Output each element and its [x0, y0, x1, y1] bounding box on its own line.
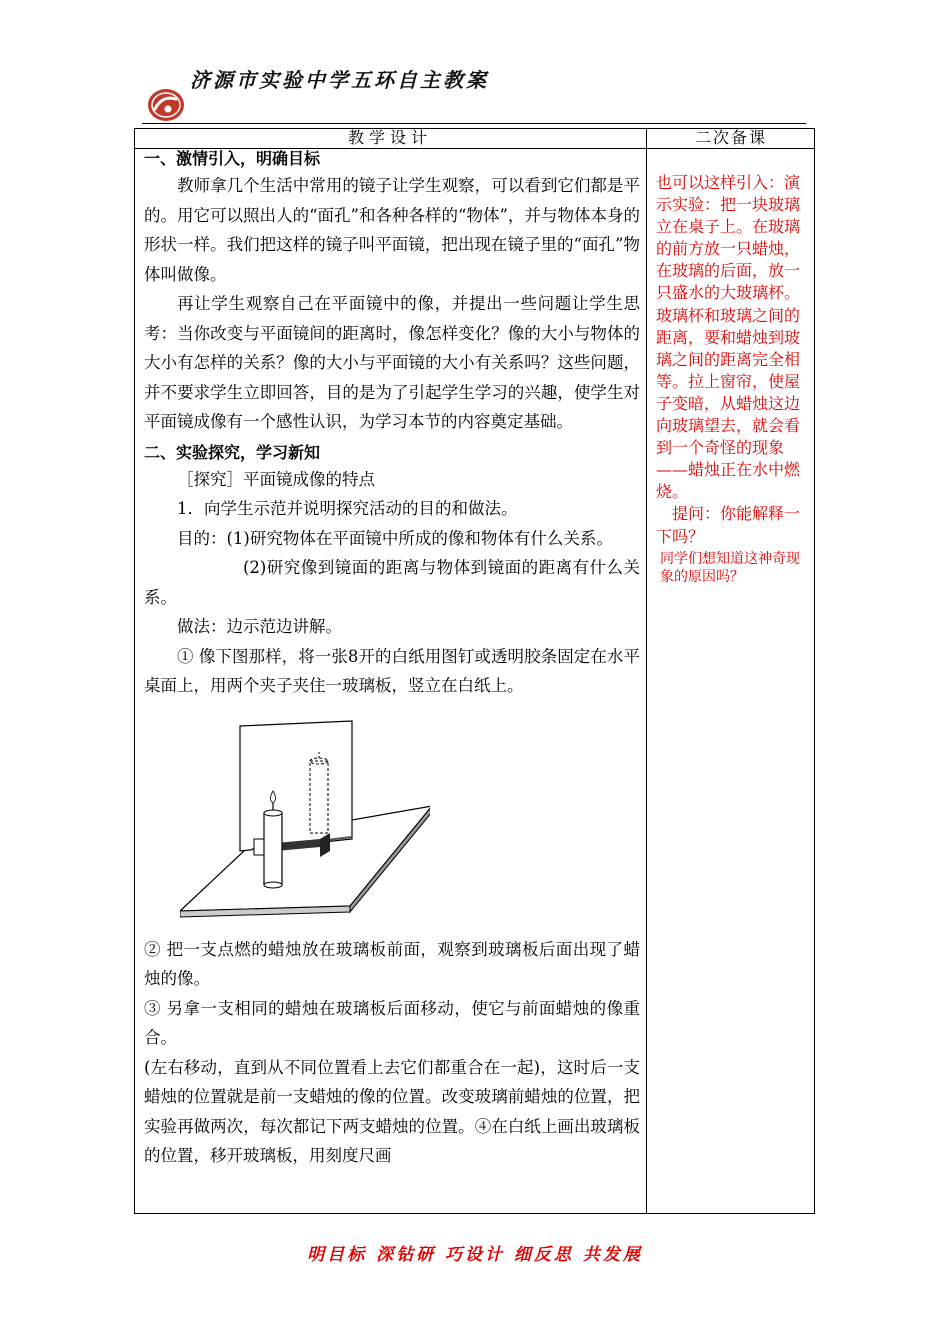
section-title-experiment: 二、实验探究，学习新知	[144, 442, 321, 462]
mirror-candle-experiment-icon	[180, 711, 430, 929]
section-title-intro: 一、激情引入，明确目标	[144, 149, 321, 168]
header-divider	[142, 123, 806, 124]
note-alternative-intro: 也可以这样引入：演示实验：把一块玻璃立在桌子上。在玻璃的前方放一只蜡烛，在玻璃的后面，放一只盛水的大玻璃杯。玻璃杯和玻璃之间的距离，要和蜡烛到玻璃之间的距离完全相等。拉上窗帘，使屋子变暗，从蜡烛这边向玻璃望去，就会看到一个奇怪的现象——蜡烛正在水中燃烧。	[656, 173, 801, 502]
paragraph-explore-title: ［探究］平面镜成像的特点	[177, 469, 375, 489]
header-title: 济源市实验中学五环自主教案	[190, 68, 489, 92]
teaching-design-heading: 教学设计	[347, 128, 432, 147]
paragraph-purpose-2: (2)研究像到镜面的距离与物体到镜面的距离有什么关系。	[144, 558, 640, 607]
second-prep-notes	[656, 172, 808, 586]
note-question: 提问：你能解释一下吗？	[656, 504, 801, 546]
paragraph-purpose-1: 目的：(1)研究物体在平面镜中所成的像和物体有什么关系。	[177, 528, 613, 548]
paragraph-procedure-2: ② 把一支点燃的蜡烛放在玻璃板前面，观察到玻璃板后面出现了蜡烛的像。	[144, 939, 640, 988]
second-prep-heading: 二次备课	[694, 128, 767, 147]
column-divider	[646, 128, 647, 1214]
paragraph-step-1: 1．向学生示范并说明探究活动的目的和做法。	[177, 499, 518, 518]
paragraph-intro-questions: 再让学生观察自己在平面镜中的像，并提出一些问题让学生思考：当你改变与平面镜间的距离时，像怎样变化？像的大小与物体的大小有怎样的关系？像的大小与平面镜的大小有关系吗？这些问题，并不要求学生立即回答，目的是为了引起学生学习的兴趣，使学生对平面镜成像有一个感性认识，为学习本节的内容奠定基础。	[144, 294, 640, 431]
paragraph-method: 做法：边示范边讲解。	[177, 617, 342, 636]
paragraph-procedure-4: (左右移动，直到从不同位置看上去它们都重合在一起)，这时后一支蜡烛的位置就是前一支蜡烛的像的位置。改变玻璃前蜡烛的位置，把实验再做两次，每次都记下两支蜡烛的位置。④在白纸上画出玻璃板的位置，移开玻璃板，用刻度尺画	[144, 1057, 640, 1165]
teaching-design-content	[144, 149, 640, 1171]
note-curiosity: 同学们想知道这神奇现象的原因吗？	[660, 550, 800, 585]
paragraph-procedure-3: ③ 另拿一支相同的蜡烛在玻璃板后面移动，使它与前面蜡烛的像重合。	[144, 998, 640, 1047]
footer-motto: 明目标 深钻研 巧设计 细反思 共发展	[307, 1245, 643, 1265]
paragraph-intro-mirror: 教师拿几个生活中常用的镜子让学生观察，可以看到它们都是平的。用它可以照出人的“面孔”和各种各样的“物体”，并与物体本身的形状一样。我们把这样的镜子叫平面镜，把出现在镜子里的“面孔”物体叫做像。	[144, 176, 640, 284]
paragraph-procedure-1: ① 像下图那样，将一张8开的白纸用图钉或透明胶条固定在水平桌面上，用两个夹子夹住一玻璃板，竖立在白纸上。	[144, 646, 640, 695]
school-logo-icon	[146, 87, 186, 123]
